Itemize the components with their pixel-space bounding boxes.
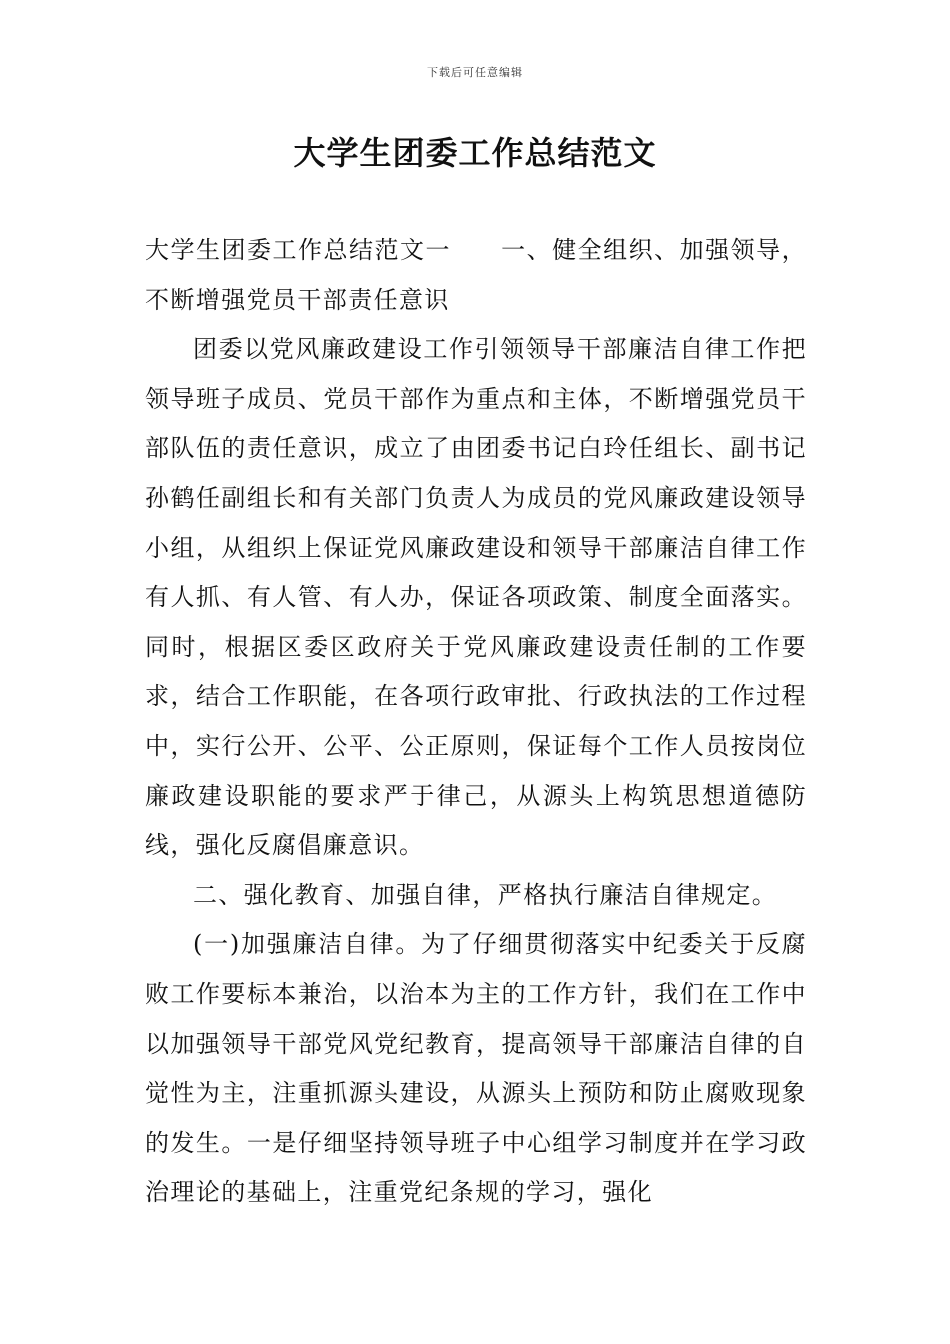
document-body: [145, 226, 807, 1218]
section-heading-2: 二、强化教育、加强自律，严格执行廉洁自律规定。: [193, 880, 778, 909]
lead-paragraph: [145, 226, 807, 325]
document-title: 大学生团委工作总结范文: [293, 134, 657, 172]
paragraph: (一)加强廉洁自律。为了仔细贯彻落实中纪委关于反腐败工作要标本兼治，以治本为主的工作方针，我们在工作中以加强领导干部党风党纪教育，提高领导干部廉洁自律的自觉性为主，注重抓源头建设，从源头上预防和防止腐败现象的发生。一是仔细坚持领导班子中心组学习制度并在学习政治理论的基础上，注重党纪条规的学习，强化: [145, 930, 807, 1207]
paragraph: 团委以党风廉政建设工作引领领导干部廉洁自律工作把领导班子成员、党员干部作为重点和主体，不断增强党员干部队伍的责任意识，成立了由团委书记白玲任组长、副书记孙鹤任副组长和有关部门负责人为成员的党风廉政建设领导小组，从组织上保证党风廉政建设和领导干部廉洁自律工作有人抓、有人管、有人办，保证各项政策、制度全面落实。同时，根据区委区政府关于党风廉政建设责任制的工作要求，结合工作职能，在各项行政审批、行政执法的工作过程中，实行公开、公平、公正原则，保证每个工作人员按岗位廉政建设职能的要求严于律己，从源头上构筑思想道德防线，强化反腐倡廉意识。: [145, 335, 807, 860]
page-header-note: 下载后可任意编辑: [427, 66, 523, 79]
section-heading-1: 一、健全组织、加强领导，不断增强党员干部责任意识: [145, 236, 807, 314]
lead-label: 大学生团委工作总结范文一: [145, 236, 451, 264]
